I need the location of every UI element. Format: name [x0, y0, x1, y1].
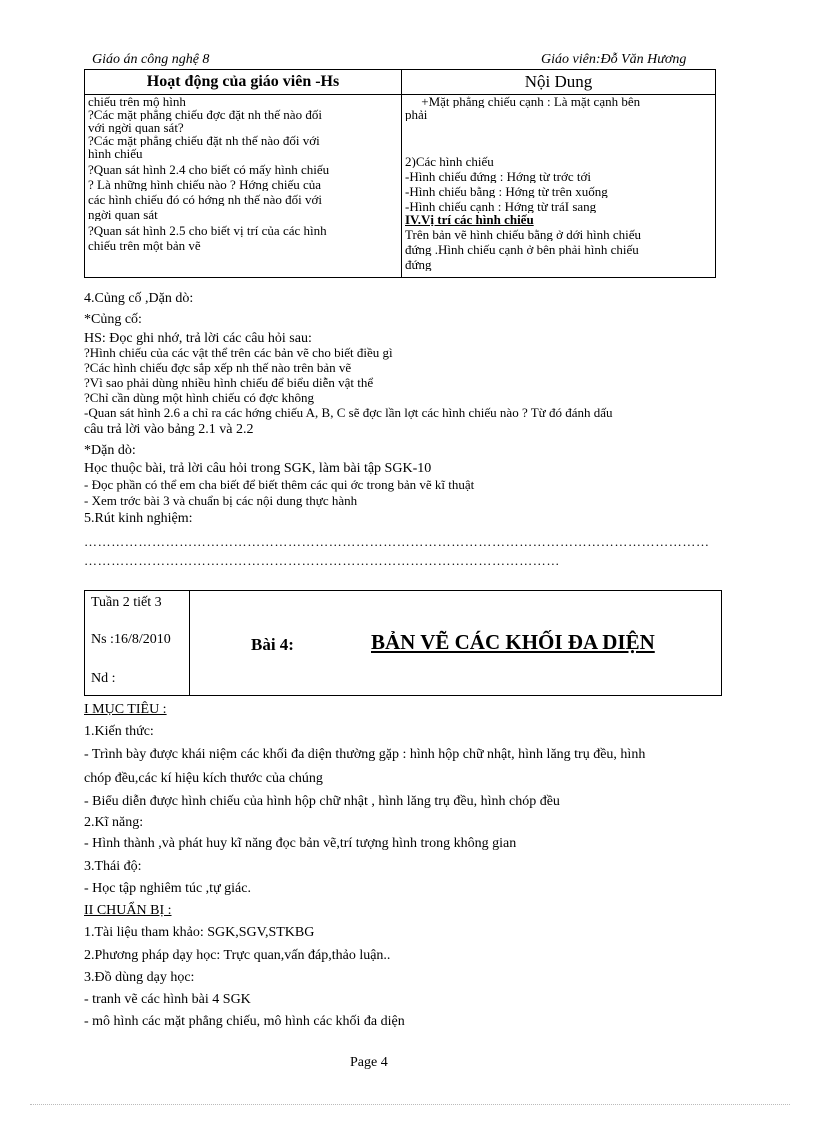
muctieu-title: I MỤC TIÊU : [84, 702, 167, 717]
kinang-line: - Hình thành ,và phát huy kĩ năng đọc bản vẽ,trí tượng hình trong không gian [84, 836, 517, 851]
cungco-line: câu trả lời vào bảng 2.1 và 2.2 [84, 422, 254, 437]
kienthuc-line: chóp đều,các kí hiệu kích thước của chúng [84, 771, 323, 786]
col1-line: chiếu trên mộ hình [88, 95, 186, 108]
chuanbi-line: 2.Phương pháp dạy học: Trực quan,vấn đáp,thảo luận.. [84, 948, 391, 963]
cungco-line: ?Hình chiếu của các vật thể trên các bản vẽ cho biết điều gì [84, 345, 393, 360]
col2-line: -Hình chiếu bằng : Hớng từ trên xuống [405, 185, 608, 198]
col1-line: chiếu trên một bản vẽ [88, 239, 201, 252]
lesson-tuan: Tuần 2 tiết 3 [91, 595, 162, 610]
col1-line: ?Quan sát hình 2.5 cho biết vị trí của các hình [88, 224, 327, 237]
cungco-line: -Quan sát hình 2.6 a chỉ ra các hớng chiếu A, B, C sẽ đợc lần lợt các hình chiếu nào ? Từ đó đánh dấu [84, 405, 613, 420]
col2-heading: IV.Vị trí các hình chiếu [405, 213, 534, 226]
chuanbi-line: 3.Đồ dùng dạy học: [84, 970, 195, 985]
dotted-line: ………………………………………………………………………………………………………………………… [84, 534, 710, 549]
lesson-ns: Ns :16/8/2010 [91, 632, 171, 647]
kienthuc-line: - Biểu diễn được hình chiếu của hình hộp chữ nhật , hình lăng trụ đều, hình chóp đều [84, 794, 560, 809]
dando-title: *Dặn dò: [84, 443, 136, 458]
cungco-title: *Củng cố: [84, 312, 142, 327]
kienthuc-title: 1.Kiến thức: [84, 724, 154, 739]
col2-spacer [405, 121, 712, 147]
cungco-line: HS: Đọc ghi nhớ, trả lời các câu hỏi sau: [84, 331, 312, 346]
chuanbi-line: - tranh vẽ các hình bài 4 SGK [84, 992, 251, 1007]
lesson-number: Bài 4: [251, 635, 294, 654]
thaido-line: - Học tập nghiêm túc ,tự giác. [84, 881, 251, 896]
dando-line: - Xem trớc bài 3 và chuẩn bị các nội dung thực hành [84, 493, 358, 508]
col2-line: phải [405, 108, 428, 121]
chuanbi-line: - mô hình các mặt phẳng chiếu, mô hình các khối đa diện [84, 1014, 405, 1029]
col1-line: với ngời quan sát? [88, 121, 184, 134]
dando-line: - Đọc phần có thể em cha biết để biết thêm các qui ớc trong bản vẽ kĩ thuật [84, 477, 475, 492]
col1-cell [85, 95, 402, 278]
col1-line: các hình chiếu đó có hớng nh thế nào đối với [88, 193, 322, 206]
col2-line: -Hình chiếu cạnh : Hớng từ tráI sang [405, 200, 597, 213]
activity-table [84, 69, 716, 278]
col2-line: đứng .Hình chiếu cạnh ở bên phải hình chiếu [405, 243, 639, 256]
col1-line: ?Các mặt phẳng chiếu đợc đặt nh thế nào đối [88, 108, 322, 121]
dotted-line: …………………………………………………………………………………………… [84, 553, 560, 568]
rut-title: 5.Rút kinh nghiệm: [84, 511, 193, 526]
cungco-line: ?Các hình chiếu đợc sắp xếp nh thế nào trên bản vẽ [84, 360, 352, 375]
col1-line: ? Là những hình chiếu nào ? Hớng chiếu của [88, 178, 322, 191]
col2-line: -Hình chiếu đứng : Hớng từ trớc tới [405, 170, 591, 183]
kinang-title: 2.Kĩ năng: [84, 815, 144, 830]
lesson-box [84, 590, 722, 696]
lesson-nd: Nd : [91, 671, 116, 686]
header-left: Giáo án công nghệ 8 [92, 52, 210, 67]
thaido-title: 3.Thái độ: [84, 859, 142, 874]
part4-title: 4.Củng cố ,Dặn dò: [84, 291, 194, 306]
col2-line: +Mặt phẳng chiếu cạnh : Là mặt cạnh bên [405, 95, 641, 108]
chuanbi-line: 1.Tài liệu tham khảo: SGK,SGV,STKBG [84, 925, 315, 940]
dando-line: Học thuộc bài, trả lời câu hỏi trong SGK, làm bài tập SGK-10 [84, 461, 432, 476]
kienthuc-line: - Trình bày được khái niệm các khối đa diện thường gặp : hình hộp chữ nhật, hình lăng trụ đều, hình [84, 747, 646, 762]
cungco-line: ?Vì sao phải dùng nhiều hình chiếu để biểu diễn vật thể [84, 375, 374, 390]
page-number: Page 4 [350, 1055, 388, 1070]
chuanbi-title: II CHUẨN BỊ : [84, 903, 172, 918]
header-right: Giáo viên:Đỗ Văn Hương [541, 52, 687, 67]
col1-line: ?Quan sát hình 2.4 cho biết có mấy hình chiếu [88, 163, 330, 176]
col2-line: đứng [405, 258, 432, 271]
col2-line: Trên bản vẽ hình chiếu bằng ở dới hình chiếu [405, 228, 642, 241]
lesson-divider [189, 591, 190, 695]
col1-line: ?Các mặt phẳng chiếu đặt nh thế nào đối với [88, 134, 320, 147]
lesson-title: BẢN VẼ CÁC KHỐI ĐA DIỆN [371, 630, 655, 654]
col2-header: Nội Dung [402, 70, 716, 95]
col2-line: 2)Các hình chiếu [405, 155, 494, 168]
col2-cell [402, 95, 716, 278]
col1-line: hình chiếu [88, 147, 143, 160]
bottom-separator [30, 1104, 790, 1105]
col1-line: ngời quan sát [88, 208, 158, 221]
col1-header: Hoạt động của giáo viên -Hs [85, 70, 402, 95]
cungco-line: ?Chỉ cần dùng một hình chiếu có đợc không [84, 390, 314, 405]
